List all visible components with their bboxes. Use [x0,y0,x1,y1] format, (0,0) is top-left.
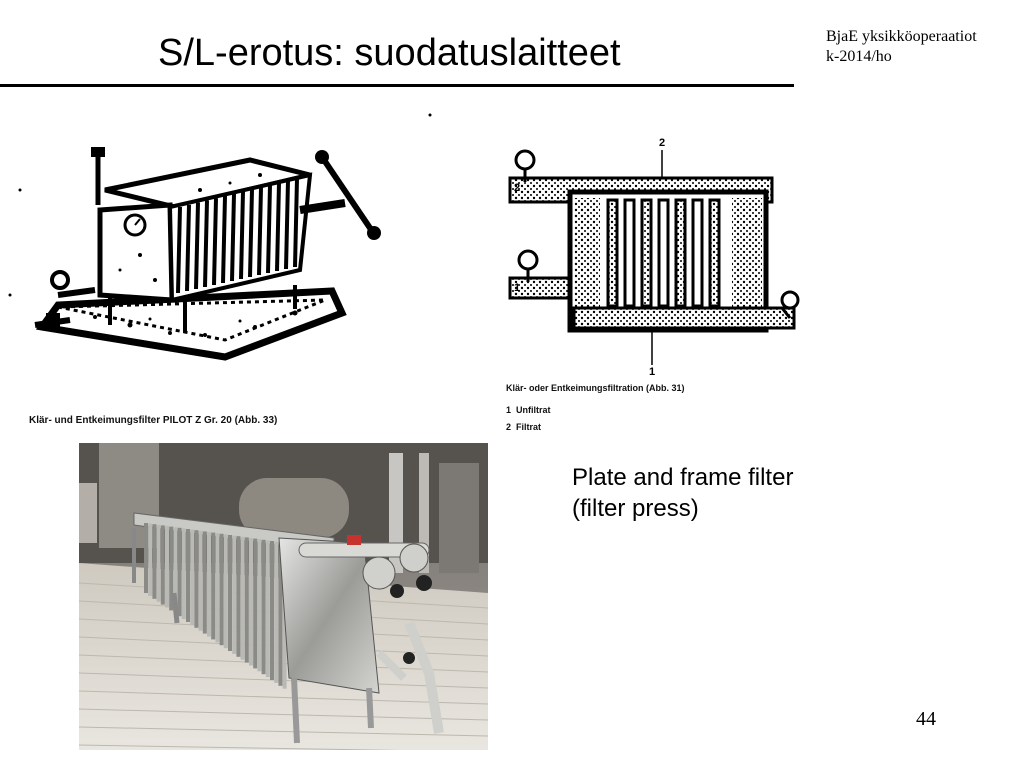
photo-caption-line-2: (filter press) [572,495,699,522]
filter-press-photo [79,443,488,750]
callout-1-bottom: 1 [648,366,656,378]
legend-item-1 [506,405,551,415]
filtration-schematic [490,100,830,445]
callout-inlet-2: 2 [514,182,521,194]
callout-inlet-1: 1 [514,282,521,294]
legend-item-1-label: Unfiltrat [516,405,551,415]
right-figure-caption: Klär- oder Entkeimungsfiltration (Abb. 31) [506,383,685,393]
course-line-2: k-2014/ho [826,48,892,65]
slide-title: S/L-erotus: suodatuslaitteet [158,32,621,74]
legend-item-2-num: 2 [506,422,512,432]
photo-caption [572,462,872,524]
course-label [826,27,1022,67]
filter-press-sketch [0,95,470,440]
title-divider [0,84,794,87]
photo-caption-line-1: Plate and frame filter [572,464,794,491]
page-number: 44 [916,708,936,730]
left-figure-caption: Klär- und Entkeimungsfilter PILOT Z Gr. 20 (Abb. 33) [29,415,278,426]
callout-2-top: 2 [658,137,666,149]
legend-item-1-num: 1 [506,405,512,415]
legend-item-2 [506,422,541,432]
course-line-1: BjaE yksikköoperaatiot [826,28,977,45]
legend-item-2-label: Filtrat [516,422,542,432]
